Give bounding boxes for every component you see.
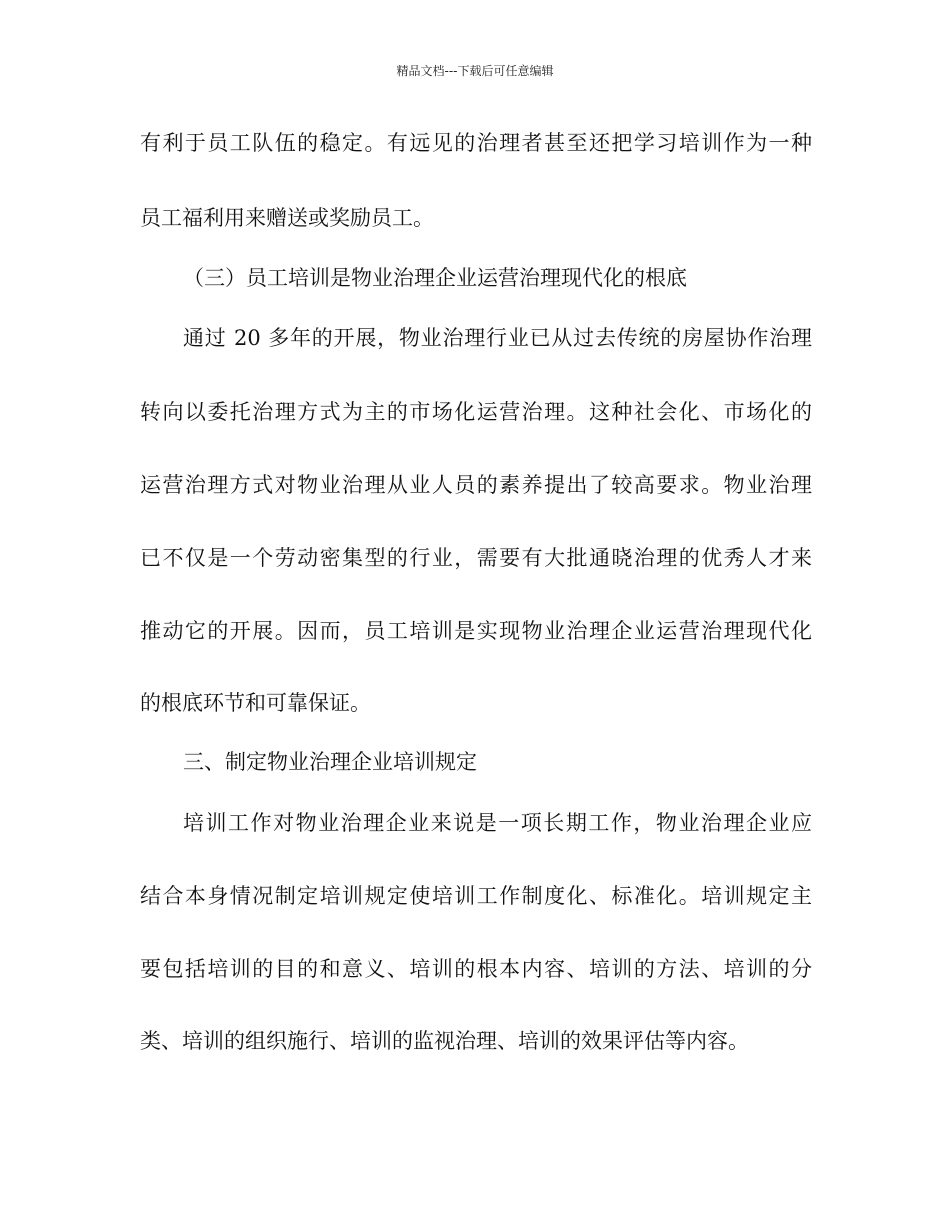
paragraph-line: 的根底环节和可靠保证。 [140,691,371,715]
paragraph-line: 推动它的开展。因而，员工培训是实现物业治理企业运营治理现代化 [140,619,812,643]
paragraph-line: 通过 20 多年的开展，物业治理行业已从过去传统的房屋协作治理 [183,326,812,350]
paragraph-line: 要包括培训的目的和意义、培训的根本内容、培训的方法、培训的分 [140,957,812,981]
paragraph-line: 员工福利用来赠送或奖励员工。 [140,206,434,230]
paragraph-line: 有利于员工队伍的稳定。有远见的治理者甚至还把学习培训作为一种 [140,131,812,155]
section-heading: 三、制定物业治理企业培训规定 [183,750,477,774]
paragraph-line: 结合本身情况制定培训规定使培训工作制度化、标准化。培训规定主 [140,884,812,908]
paragraph-line: 类、培训的组织施行、培训的监视治理、培训的效果评估等内容。 [140,1029,749,1053]
paragraph-line: 培训工作对物业治理企业来说是一项长期工作，物业治理企业应 [183,811,812,835]
paragraph-line: 已不仅是一个劳动密集型的行业，需要有大批通晓治理的优秀人才来 [140,546,812,570]
paragraph-line: 转向以委托治理方式为主的市场化运营治理。这种社会化、市场化的 [140,400,812,424]
paragraph-line: 运营治理方式对物业治理从业人员的素养提出了较高要求。物业治理 [140,473,812,497]
section-heading: （三）员工培训是物业治理企业运营治理现代化的根底 [183,266,687,290]
page-header: 精品文档---下载后可任意编辑 [396,64,554,78]
